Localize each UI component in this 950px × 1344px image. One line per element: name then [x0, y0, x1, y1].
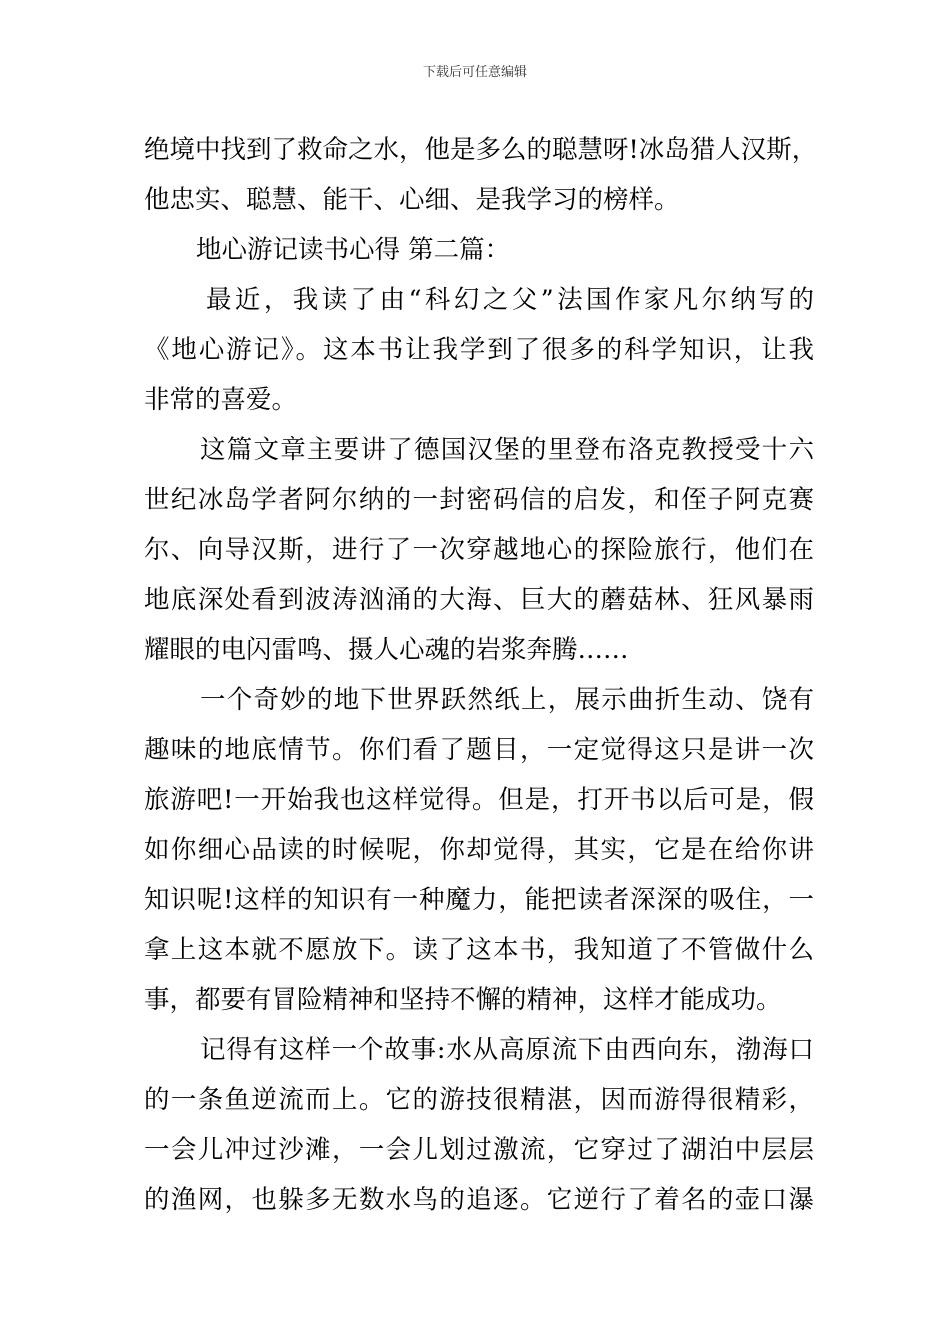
page-header: 下载后可任意编辑: [422, 65, 527, 80]
text-line: 记得有这样一个故事:水从高原流下由西向东，渤海口: [200, 1035, 814, 1065]
text-line: 的一条鱼逆流而上。它的游技很精湛，因而游得很精彩，: [144, 1085, 814, 1115]
text-line: 一个奇妙的地下世界跃然纸上，展示曲折生动、饶有: [200, 685, 814, 715]
text-line: 最近，我读了由“科幻之父”法国作家凡尔纳写的: [206, 285, 814, 315]
text-line: 一会儿冲过沙滩，一会儿划过激流，它穿过了湖泊中层层: [144, 1135, 814, 1165]
text-line: 地底深处看到波涛汹涌的大海、巨大的蘑菇林、狂风暴雨: [144, 585, 814, 615]
text-line: 这篇文章主要讲了德国汉堡的里登布洛克教授受十六: [200, 435, 814, 465]
text-line: 知识呢!这样的知识有一种魔力，能把读者深深的吸住，一: [144, 885, 814, 915]
text-line: 《地心游记》。这本书让我学到了很多的科学知识，让我: [144, 335, 814, 365]
text-line: 尔、向导汉斯，进行了一次穿越地心的探险旅行，他们在: [144, 535, 814, 565]
text-line: 地心游记读书心得 第二篇：: [196, 235, 511, 265]
text-line: 拿上这本就不愿放下。读了这本书，我知道了不管做什么: [144, 935, 814, 965]
text-line: 事，都要有冒险精神和坚持不懈的精神，这样才能成功。: [144, 985, 782, 1015]
text-line: 趣味的地底情节。你们看了题目，一定觉得这只是讲一次: [144, 735, 814, 765]
text-line: 非常的喜爱。: [144, 385, 298, 415]
text-line: 世纪冰岛学者阿尔纳的一封密码信的启发，和侄子阿克赛: [144, 485, 814, 515]
text-line: 耀眼的电闪雷鸣、摄人心魂的岩浆奔腾……: [144, 635, 629, 665]
text-line: 他忠实、聪慧、能干、心细、是我学习的榜样。: [144, 185, 680, 215]
text-line: 旅游吧!一开始我也这样觉得。但是，打开书以后可是，假: [144, 785, 814, 815]
text-line: 绝境中找到了救命之水，他是多么的聪慧呀!冰岛猎人汉斯，: [144, 135, 818, 165]
text-line: 如你细心品读的时候呢，你却觉得，其实，它是在给你讲: [144, 835, 814, 865]
text-line: 的渔网，也躲多无数水鸟的追逐。它逆行了着名的壶口瀑: [144, 1185, 814, 1215]
